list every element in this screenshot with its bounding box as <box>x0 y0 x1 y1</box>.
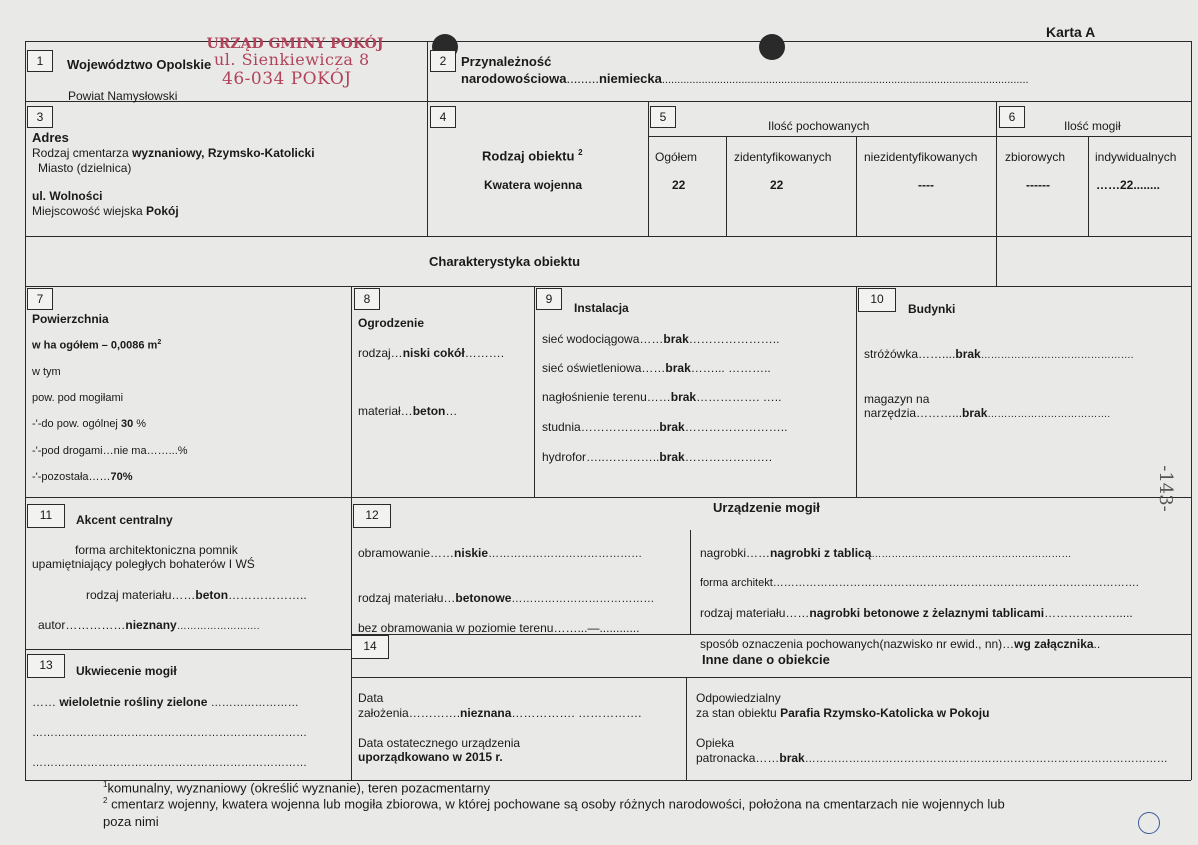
area-under-graves: pow. pod mogiłami <box>32 392 124 404</box>
area-total: w ha ogółem – 0,0086 $m^2$ <box>32 339 162 352</box>
installation-item: studnia………………..brak…………………….. <box>542 420 788 434</box>
graves-edging: obramowanie……niskie…………………………………… <box>358 546 643 560</box>
flowering-line-3: ………………………………………………………………… <box>32 757 307 769</box>
region: Województwo Opolskie <box>67 57 212 72</box>
buried-col-identified: zidentyfikowanych <box>734 150 832 164</box>
buried-identified: 22 <box>770 178 784 192</box>
section-number-4: 4 <box>430 106 456 128</box>
area-title: Powierzchnia <box>32 312 109 326</box>
nationality-line: narodowościowa.........niemiecka........................................................................................................................ <box>461 71 1029 86</box>
object-type-title: Rodzaj obiektu $^2$ <box>482 148 583 164</box>
burial-marking: sposób oznaczenia pochowanych(nazwisko nr ewid., nn)…wg załącznika.. <box>700 637 1101 651</box>
graves-col-collective: zbiorowych <box>1005 150 1066 164</box>
cemetery-type: Rodzaj cmentarza wyznaniowy, Rzymsko-Katolicki <box>32 146 315 160</box>
graves-equipment-title: Urządzenie mogił <box>713 500 820 515</box>
installation-item: sieć wodociągowa……brak………………….. <box>542 332 780 346</box>
section-number-10: 10 <box>858 288 896 312</box>
flowering-line-2: ………………………………………………………………… <box>32 727 307 739</box>
section-number-8: 8 <box>354 288 380 310</box>
footnote-2-cont: poza nimi <box>103 814 159 829</box>
buildings-title: Budynki <box>908 302 956 316</box>
section-number-6: 6 <box>999 106 1025 128</box>
installation-title: Instalacja <box>574 301 629 315</box>
central-accent-author: autor……………nieznany……………………. <box>38 618 260 632</box>
founding-date: założenia………….nieznana……………. ……………. <box>358 706 642 720</box>
patronage: patronacka……brak……………………………………………………………………………………… <box>696 751 1168 765</box>
section-number-3: 3 <box>27 106 53 128</box>
installation-item: nagłośnienie terenu……brak……………. ….. <box>542 390 782 404</box>
town-label: Miasto (dzielnica) <box>38 161 132 175</box>
architectural-form: forma architekt………………………………………………………………………………………. <box>700 577 1139 589</box>
footnote-1: $^1$komunalny, wyznaniowy (określić wyznanie), teren pozacmentarny <box>103 780 491 796</box>
section-number-13: 13 <box>27 654 65 678</box>
buildings-storage-label: magazyn na <box>864 392 930 406</box>
fence-kind: rodzaj…niski cokół………. <box>358 346 505 360</box>
section-number-7: 7 <box>27 288 53 310</box>
section-number-12: 12 <box>353 504 391 528</box>
responsible-label: Odpowiedzialny <box>696 691 781 705</box>
central-accent-form-2: upamiętniający poległych bohaterów I WŚ <box>32 557 255 571</box>
buried-col-total: Ogółem <box>655 150 698 164</box>
graves-edging-material: rodzaj materiału…betonowe………………………………… <box>358 591 655 605</box>
tombstones: nagrobki……nagrobki z tablicą…………………………………………………… <box>700 546 1072 560</box>
punch-hole-right <box>759 34 785 60</box>
fence-material: materiał…beton… <box>358 404 458 418</box>
graves-no-edging: bez obramowania w poziomie terenu……...—............ <box>358 621 640 635</box>
side-page-number: -143- <box>1154 465 1176 512</box>
central-accent-material: rodzaj materiału……beton……………….. <box>86 588 307 602</box>
nationality-title: Przynależność <box>461 54 552 69</box>
graves-count-title: Ilość mogił <box>1064 119 1121 133</box>
area-row-2: -'-pod drogami…nie ma……...% <box>32 445 188 457</box>
section-number-1: 1 <box>27 50 53 72</box>
last-arrangement-label: Data ostatecznego urządzenia <box>358 736 521 750</box>
characteristics-heading: Charakterystyka obiektu <box>429 254 581 269</box>
graves-individual: ……22........ <box>1096 178 1161 192</box>
tombstone-material: rodzaj materiału……nagrobki betonowe z żelaznymi tablicami………………..... <box>700 606 1133 620</box>
buried-unidentified: ---- <box>918 178 934 192</box>
other-data-title: Inne dane o obiekcie <box>702 652 830 667</box>
card-label: Karta A <box>1046 24 1096 40</box>
flowering-title: Ukwiecenie mogił <box>76 664 177 678</box>
graves-collective: ------ <box>1026 178 1050 192</box>
area-row-1: -'-do pow. ogólnej 30 % <box>32 418 147 430</box>
buried-col-unidentified: niezidentyfikowanych <box>864 150 978 164</box>
central-accent-title: Akcent centralny <box>76 513 173 527</box>
installation-item: sieć oświetleniowa……brak……... ……….. <box>542 361 771 375</box>
founding-label: Data <box>358 691 384 705</box>
patronage-label: Opieka <box>696 736 735 750</box>
graves-col-individual: indywidualnych <box>1095 150 1177 164</box>
section-number-9: 9 <box>536 288 562 310</box>
buried-count-title: Ilość pochowanych <box>768 119 870 133</box>
buried-total: 22 <box>672 178 686 192</box>
footnote-2: $^2$ cmentarz wojenny, kwatera wojenna lub mogiła zbiorowa, w której pochowane są osoby różnych narodowości, położona na cmentarzach nie wojennych lub <box>103 796 1005 812</box>
corner-mark-icon <box>1138 812 1160 834</box>
buildings-storage: narzędzia………...brak………………………………. <box>864 406 1111 420</box>
section-number-11: 11 <box>27 504 65 528</box>
area-in-that: w tym <box>32 366 61 378</box>
office-stamp: URZĄD GMINY POKÓJ ul. Sienkiewicza 8 46-034 POKÓJ <box>206 36 384 89</box>
street: ul. Wolności <box>32 189 103 203</box>
area-row-3: -'-pozostała……70% <box>32 471 133 483</box>
object-type-value: Kwatera wojenna <box>484 178 583 192</box>
place: Miejscowość wiejska Pokój <box>32 204 179 218</box>
last-arrangement-value: uporządkowano w 2015 r. <box>358 750 503 764</box>
responsible: za stan obiektu Parafia Rzymsko-Katolicka w Pokoju <box>696 706 990 720</box>
installation-item: hydrofor…..…………..brak…………………. <box>542 450 773 464</box>
flowering-line-1: …… wieloletnie rośliny zielone …………………… <box>32 695 299 709</box>
address-title: Adres <box>32 130 69 145</box>
section-number-14: 14 <box>351 635 389 659</box>
central-accent-form-1: forma architektoniczna pomnik <box>75 543 238 557</box>
section-number-2: 2 <box>430 50 456 72</box>
buildings-guardhouse: stróżówka……....brak………………………………………. <box>864 347 1134 361</box>
fence-title: Ogrodzenie <box>358 316 425 330</box>
section-number-5: 5 <box>650 106 676 128</box>
district: Powiat Namysłowski <box>68 89 178 103</box>
